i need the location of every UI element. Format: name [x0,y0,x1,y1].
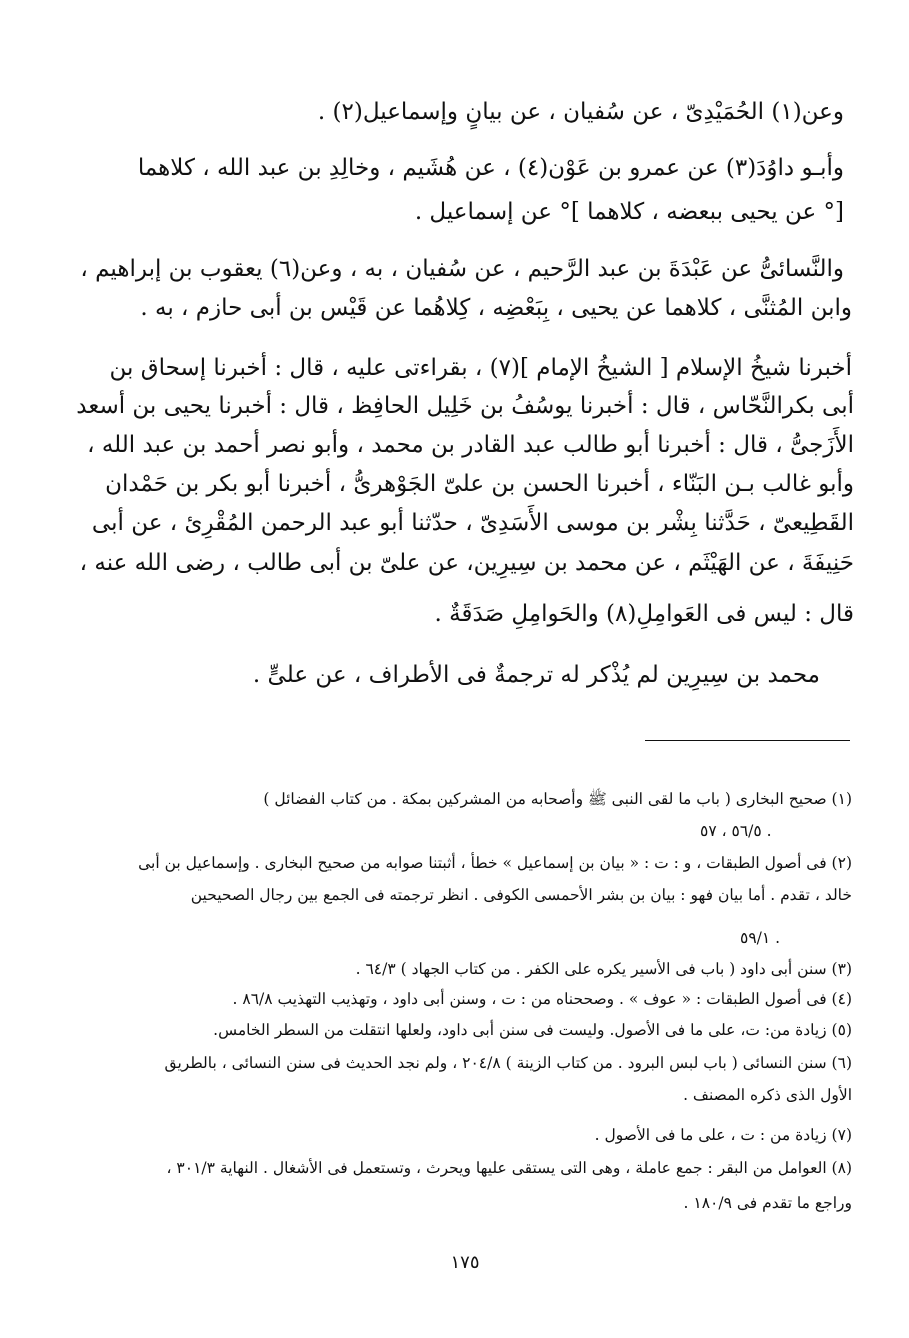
footnote-line: (٦) سنن النسائى ( باب لبس البرود . من كتاب الزينة ) ٢٠٤/٨ ، ولم نجد الحديث فى سنن النسائى ، بالطريق [164,1054,852,1072]
page-number: ١٧٥ [450,1252,480,1273]
footnote-separator [645,740,850,741]
footnote-line: (٨) العوامل من البقر : جمع عاملة ، وهى التى يستقى عليها ويحرث ، وتستعمل فى الأشغال . النهاية ٣٠١/٣ ، [166,1159,852,1177]
footnote-line: (٣) سنن أبى داود ( باب فى الأسير يكره على الكفر . من كتاب الجهاد ) ٦٤/٣ . [355,960,852,978]
main-line: قال : ليس فى العَوامِلِ(٨) والحَوامِلِ صَدَقَةٌ . [434,601,854,627]
main-line: حَنِيفَةَ ، عن الهَيْثَم ، عن محمد بن سِيرِين، عن علىّ بن أبى طالب ، رضى الله عنه ، [79,550,854,576]
footnote-line: (٥) زيادة من: ت، على ما فى الأصول. وليست فى سنن أبى داود، ولعلها انتقلت من السطر الخامس. [213,1021,852,1039]
main-line: وأبـو داوُدَ(٣) عن عمرو بن عَوْن(٤) ، عن هُشَيم ، وخالِدِ بن عبد الله ، كلاهما [137,155,844,181]
main-line: وابن المُثنَّى ، كلاهما عن يحيى ، بِبَعْضِه ، كِلاهُما عن قَيْس بن أبى حازم ، به . [140,295,852,321]
main-line: أبى بكرالنَّحّاس ، قال : أخبرنا يوسُفُ بن خَلِيل الحافِظ ، قال : أخبرنا يحيى بن أسعد [76,393,854,419]
main-line: أخبرنا شيخُ الإسلام [ الشيخُ الإمام ](٧) ، بقراءتى عليه ، قال : أخبرنا إسحاق بن [109,355,852,381]
main-line: محمد بن سِيرِين لم يُذْكر له ترجمةٌ فى الأطراف ، عن علىٍّ . [252,662,820,688]
footnote-line: (٧) زيادة من : ت ، على ما فى الأصول . [594,1126,852,1144]
footnote-line: (١) صحيح البخارى ( باب ما لقى النبى ﷺ وأصحابه من المشركين بمكة . من كتاب الفضائل ) [263,790,852,808]
main-line: القَطِيعىّ ، حَدَّثنا بِشْر بن موسى الأَسَدِىّ ، حدّثنا أبو عبد الرحمن المُقْرِىٔ ، عن أبى [91,510,854,536]
main-line: [° عن يحيى ببعضه ، كلاهما ]° عن إسماعيل . [414,199,844,225]
main-line: وأبو غالب بـن البَنّاء ، أخبرنا الحسن بن علىّ الجَوْهرىُّ ، أخبرنا أبو بكر بن حَمْدان [105,471,854,497]
footnote-line: خالد ، تقدم . أما بيان فهو : بيان بن بشر الأحمسى الكوفى . انظر ترجمته فى الجمع بين رجال الصحيحين [190,886,852,904]
footnote-line: (٤) فى أصول الطبقات : « عوف » . وصححناه من : ت ، وسنن أبى داود ، وتهذيب التهذيب ٨٦/٨ . [232,990,852,1008]
footnote-line: الأول الذى ذكره المصنف . [683,1086,852,1104]
footnote-line: ٥٩/١ . [740,929,781,947]
main-line: والنَّسائىُّ عن عَبْدَةَ بن عبد الرَّحيم ، عن سُفيان ، به ، وعن(٦) يعقوب بن إبراهيم ، [80,256,844,282]
main-line: وعن(١) الحُمَيْدِىّ ، عن سُفيان ، عن بيانٍ وإسماعيل(٢) . [317,99,844,125]
footnote-line: ٥٦/٥ ، ٥٧ . [700,822,772,840]
main-line: الأَزَجىُّ ، قال : أخبرنا أبو طالب عبد القادر بن محمد ، وأبو نصر أحمد بن عبد الله ، [87,432,854,458]
footnote-line: وراجع ما تقدم فى ١٨٠/٩ . [683,1194,852,1212]
footnote-line: (٢) فى أصول الطبقات ، و : ت : « بيان بن إسماعيل » خطأ ، أثبتنا صوابه من صحيح البخارى . وإسماعيل بن أبى [138,854,852,872]
